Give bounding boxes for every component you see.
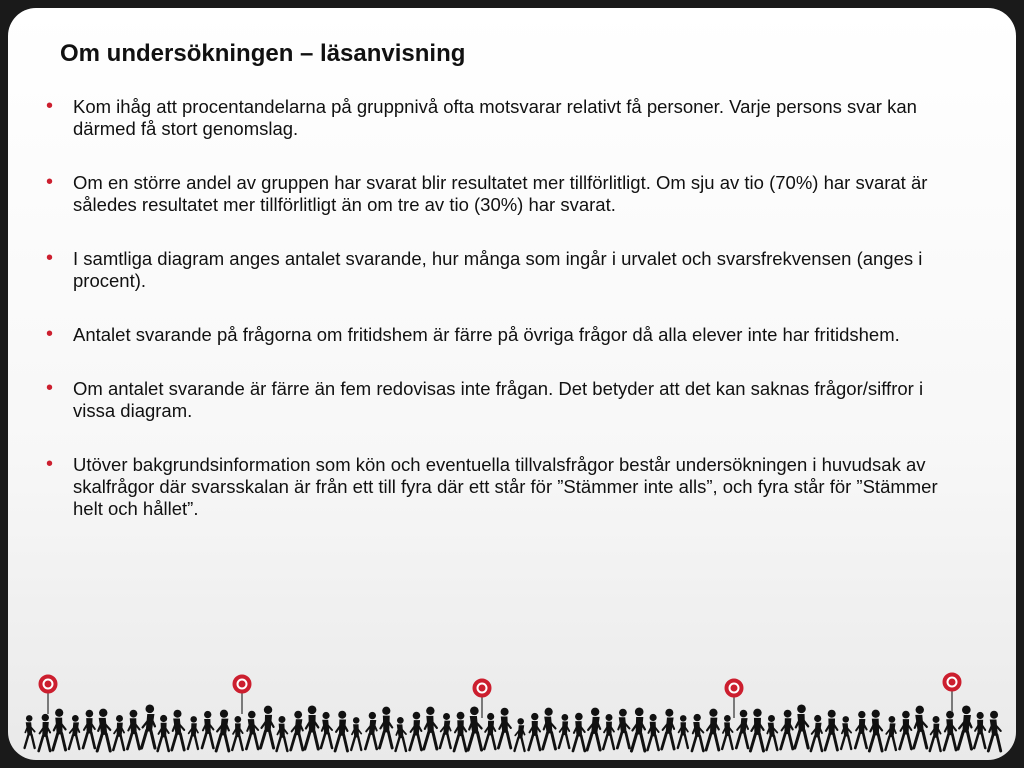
walking-people-icon <box>8 660 1016 760</box>
person-silhouette <box>974 712 985 748</box>
person-silhouette <box>573 713 585 751</box>
person-silhouette <box>811 715 822 751</box>
person-silhouette <box>914 706 927 748</box>
person-silhouette <box>351 717 361 750</box>
person-silhouette <box>305 706 318 749</box>
bullet-text: I samtliga diagram anges antalet svarande, hur många som ingår i urvalet och svarsfrekvensen (anges i procent). <box>73 248 923 291</box>
person-silhouette <box>379 707 392 748</box>
person-silhouette <box>246 711 258 749</box>
bullet-text: Om antalet svarande är färre än fem redovisas inte frågan. Det betyder att det kan saknas frågor/siffror i vissa diagram. <box>73 378 924 421</box>
person-silhouette <box>291 711 303 750</box>
person-silhouette <box>885 716 895 750</box>
person-silhouette <box>113 715 124 750</box>
person-silhouette <box>188 716 198 749</box>
person-silhouette <box>587 708 600 750</box>
person-silhouette <box>69 715 79 749</box>
person-silhouette <box>648 714 659 750</box>
person-silhouette <box>424 707 437 749</box>
person-silhouette <box>277 716 288 751</box>
person-silhouette <box>958 706 971 749</box>
person-silhouette <box>97 709 110 751</box>
person-silhouette <box>158 715 169 751</box>
person-silhouette <box>25 715 35 748</box>
bullet-text: Utöver bakgrundsinformation som kön och eventuella tillvalsfrågor består undersökningen i huvudsak av skalfrågor där svarsskalan är från ett till fyra där ett står för ”Stämmer inte alls”, och fyra står för ”Stämmer helt och hållet”. <box>73 454 938 519</box>
person-silhouette <box>53 709 66 750</box>
person-silhouette <box>232 716 242 750</box>
person-silhouette <box>722 715 732 749</box>
bullet-icon: • <box>46 323 54 345</box>
person-silhouette <box>410 712 422 750</box>
bullet-item <box>46 454 946 520</box>
person-silhouette <box>335 711 347 751</box>
person-silhouette <box>841 716 851 749</box>
bullet-text: Kom ihåg att procentandelarna på gruppnivå ofta motsvarar relativt få personer. Varje persons svar kan därmed få stort genomslag. <box>73 96 917 139</box>
person-silhouette <box>396 717 406 751</box>
person-silhouette <box>261 706 274 748</box>
person-silhouette <box>543 708 556 749</box>
person-silhouette <box>603 714 614 749</box>
person-silhouette <box>202 711 213 748</box>
person-silhouette <box>736 710 748 748</box>
person-silhouette <box>529 713 540 750</box>
bullet-list <box>46 96 946 552</box>
bullet-text: Om en större andel av gruppen har svarat blir resultatet mer tillförlitligt. Om sju av tio (70%) har svarat är således resultatet mer tillförlitligt än om tre av tio (30%) har svarat. <box>73 172 928 215</box>
person-silhouette <box>795 705 808 748</box>
bullet-item <box>46 172 946 216</box>
person-silhouette <box>468 707 481 750</box>
person-silhouette <box>440 713 451 748</box>
bullet-item <box>46 248 946 292</box>
person-silhouette <box>869 710 882 751</box>
person-silhouette <box>631 708 644 751</box>
person-silhouette <box>706 709 719 750</box>
bullet-icon: • <box>46 453 54 475</box>
bullet-item <box>46 324 946 346</box>
target-icon <box>943 673 961 712</box>
person-silhouette <box>321 712 332 748</box>
person-silhouette <box>142 705 155 748</box>
person-silhouette <box>900 711 912 749</box>
bullet-icon: • <box>46 95 54 117</box>
bullet-text: Antalet svarande på frågorna om fritidshem är färre på övriga frågor då alla elever inte har fritidshem. <box>73 324 900 345</box>
person-silhouette <box>750 709 763 751</box>
person-silhouette <box>559 714 569 748</box>
person-silhouette <box>172 710 184 750</box>
person-silhouette <box>498 708 510 748</box>
person-silhouette <box>662 709 674 749</box>
slide <box>8 8 1016 760</box>
person-silhouette <box>617 709 629 748</box>
bullet-icon: • <box>46 247 54 269</box>
person-silhouette <box>692 714 703 751</box>
person-silhouette <box>988 711 1000 751</box>
person-silhouette <box>825 710 837 750</box>
bullet-item <box>46 378 946 422</box>
slide-title: Om undersökningen – läsanvisning <box>60 40 466 67</box>
person-silhouette <box>766 715 777 750</box>
person-silhouette <box>514 718 524 751</box>
target-icon <box>233 675 251 714</box>
person-silhouette <box>678 715 688 748</box>
person-silhouette <box>83 710 95 748</box>
footer-illustration <box>8 660 1016 760</box>
person-silhouette <box>127 710 139 749</box>
bullet-item <box>46 96 946 140</box>
person-silhouette <box>944 711 956 750</box>
person-silhouette <box>454 712 466 751</box>
person-silhouette <box>484 713 495 749</box>
bullet-icon: • <box>46 377 54 399</box>
bullet-icon: • <box>46 171 54 193</box>
target-icon <box>39 675 57 714</box>
person-silhouette <box>365 712 376 749</box>
person-silhouette <box>216 710 229 751</box>
person-silhouette <box>781 710 793 749</box>
person-silhouette <box>855 711 866 748</box>
person-silhouette <box>39 714 50 751</box>
person-silhouette <box>930 716 941 751</box>
